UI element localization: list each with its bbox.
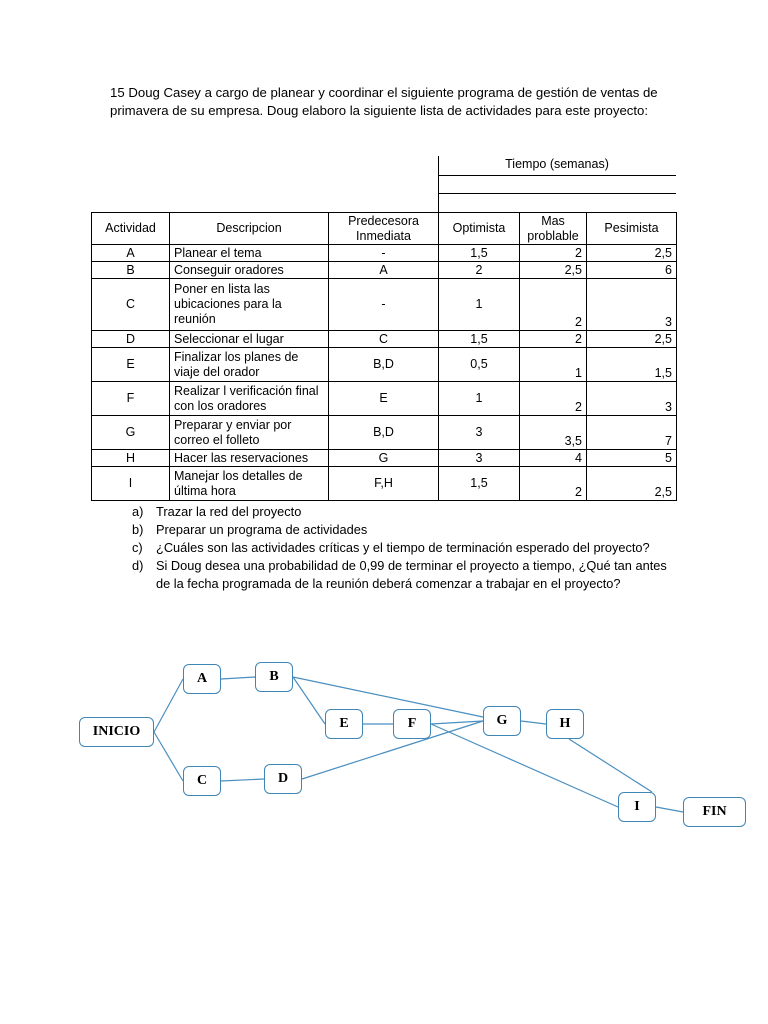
table-header-row (92, 213, 677, 245)
cell-optimista: 1,5 (439, 245, 520, 262)
cell-descripcion (170, 416, 329, 450)
descripcion-line: ubicaciones para la (174, 297, 282, 311)
cell-descripcion (170, 262, 329, 279)
cell-predecesora: G (329, 450, 439, 467)
descripcion-line: Realizar l verificación final (174, 383, 319, 398)
descripcion-line: Seleccionar el lugar (174, 331, 284, 346)
edge-b-e (293, 677, 325, 724)
edge-g-h (521, 721, 546, 724)
node-a: A (183, 664, 221, 694)
descripcion-line: Planear el tema (174, 245, 262, 260)
cell-actividad: E (92, 348, 170, 382)
header-optimista: Optimista (439, 213, 520, 245)
descripcion-line: correo el folleto (174, 432, 260, 447)
table-row (92, 382, 677, 416)
cell-predecesora: C (329, 331, 439, 348)
cell-descripcion (170, 245, 329, 262)
header-predecesora-line1: Predecesora (348, 213, 419, 228)
edge-inicio-c (154, 732, 183, 781)
header-actividad: Actividad (92, 213, 170, 245)
cell-actividad: H (92, 450, 170, 467)
cell-pesimista: 7 (587, 416, 677, 450)
descripcion-line: Preparar y enviar por (174, 417, 292, 432)
cell-descripcion (170, 279, 329, 331)
cell-pesimista: 1,5 (587, 348, 677, 382)
cell-pesimista: 2,5 (587, 245, 677, 262)
question-item (132, 557, 672, 593)
intro-line-2: primavera de su empresa. Doug elaboro la siguiente lista de actividades para este proyecto: (110, 103, 649, 118)
edge-inicio-a (154, 679, 183, 732)
cell-predecesora: - (329, 279, 439, 331)
questions-list (132, 503, 672, 593)
intro-line-1: 15 Doug Casey a cargo de planear y coordinar el siguiente programa de gestión de ventas de (110, 85, 658, 100)
cell-actividad: C (92, 279, 170, 331)
question-text: Trazar la red del proyecto (156, 504, 302, 519)
cell-descripcion (170, 450, 329, 467)
question-letter: c) (132, 540, 143, 555)
cell-optimista: 2 (439, 262, 520, 279)
cell-predecesora: A (329, 262, 439, 279)
cell-pesimista: 3 (587, 279, 677, 331)
cell-mas-probable: 2 (520, 382, 587, 416)
tiempo-rule-1 (438, 175, 676, 176)
cell-descripcion (170, 331, 329, 348)
node-fin: FIN (683, 797, 746, 827)
cell-optimista: 3 (439, 416, 520, 450)
table-row (92, 262, 677, 279)
cell-actividad: G (92, 416, 170, 450)
cell-optimista: 1 (439, 279, 520, 331)
cell-pesimista: 2,5 (587, 331, 677, 348)
question-text: ¿Cuáles son las actividades críticas y el tiempo de terminación esperado del proyecto? (156, 540, 650, 555)
descripcion-line: Hacer las reservaciones (174, 450, 309, 465)
node-g: G (483, 706, 521, 736)
question-item (132, 503, 672, 521)
edge-b-g (293, 677, 483, 717)
question-letter: b) (132, 522, 144, 537)
cell-optimista: 3 (439, 450, 520, 467)
edge-a-b (221, 677, 255, 679)
cell-actividad: D (92, 331, 170, 348)
descripcion-line: viaje del orador (174, 364, 260, 379)
cell-optimista: 1 (439, 382, 520, 416)
descripcion-line: reunión (174, 312, 216, 326)
question-item (132, 539, 672, 557)
descripcion-line: Manejar los detalles de (174, 468, 303, 483)
cell-pesimista: 5 (587, 450, 677, 467)
cell-predecesora: E (329, 382, 439, 416)
cell-mas-probable: 3,5 (520, 416, 587, 450)
cell-mas-probable: 1 (520, 348, 587, 382)
header-mas-line1: Mas (541, 213, 565, 228)
cell-descripcion (170, 348, 329, 382)
header-mas-line2: problable (527, 228, 579, 243)
cell-pesimista: 3 (587, 382, 677, 416)
cell-mas-probable: 2 (520, 279, 587, 331)
cell-predecesora: B,D (329, 348, 439, 382)
node-d: D (264, 764, 302, 794)
cell-optimista: 1,5 (439, 467, 520, 501)
question-item (132, 521, 672, 539)
descripcion-line: con los oradores (174, 398, 267, 413)
node-h: H (546, 709, 584, 739)
edge-c-d (221, 779, 264, 781)
cell-actividad: F (92, 382, 170, 416)
cell-predecesora: F,H (329, 467, 439, 501)
table-row (92, 331, 677, 348)
table-row (92, 245, 677, 262)
cell-actividad: B (92, 262, 170, 279)
cell-descripcion (170, 467, 329, 501)
edge-i-fin (656, 807, 683, 812)
descripcion-line: Poner en lista las (174, 282, 270, 296)
table-row (92, 348, 677, 382)
question-text: Preparar un programa de actividades (156, 522, 368, 537)
tiempo-rule-2 (438, 193, 676, 194)
question-letter: a) (132, 504, 144, 519)
cell-pesimista: 6 (587, 262, 677, 279)
header-predecesora-line2: Inmediata (356, 228, 411, 243)
descripcion-line: Conseguir oradores (174, 262, 284, 277)
question-text: Si Doug desea una probabilidad de 0,99 de terminar el proyecto a tiempo, ¿Qué tan antes de la fecha programada de la reunión deberá comenzar a trabajar en el proyecto? (156, 558, 667, 591)
descripcion-line: última hora (174, 483, 236, 498)
cell-actividad: A (92, 245, 170, 262)
problem-statement (110, 84, 670, 120)
cell-predecesora: B,D (329, 416, 439, 450)
cell-mas-probable: 2 (520, 467, 587, 501)
descripcion-line: Finalizar los planes de (174, 349, 299, 364)
cell-mas-probable: 4 (520, 450, 587, 467)
edge-f-i (431, 724, 618, 807)
node-i: I (618, 792, 656, 822)
cell-optimista: 1,5 (439, 331, 520, 348)
header-predecesora (329, 213, 439, 245)
header-pesimista: Pesimista (587, 213, 677, 245)
node-inicio: INICIO (79, 717, 154, 747)
cell-pesimista: 2,5 (587, 467, 677, 501)
table-row (92, 467, 677, 501)
edge-h-i (569, 739, 652, 792)
node-b: B (255, 662, 293, 692)
activities-table (91, 212, 677, 501)
header-descripcion: Descripcion (170, 213, 329, 245)
table-row (92, 450, 677, 467)
cell-actividad: I (92, 467, 170, 501)
table-row (92, 416, 677, 450)
question-letter: d) (132, 558, 144, 573)
header-mas-probable (520, 213, 587, 245)
node-f: F (393, 709, 431, 739)
cell-predecesora: - (329, 245, 439, 262)
node-e: E (325, 709, 363, 739)
table-row (92, 279, 677, 331)
cell-mas-probable: 2 (520, 331, 587, 348)
cell-descripcion (170, 382, 329, 416)
cell-mas-probable: 2 (520, 245, 587, 262)
cell-optimista: 0,5 (439, 348, 520, 382)
node-c: C (183, 766, 221, 796)
tiempo-header: Tiempo (semanas) (505, 157, 609, 171)
cell-mas-probable: 2,5 (520, 262, 587, 279)
